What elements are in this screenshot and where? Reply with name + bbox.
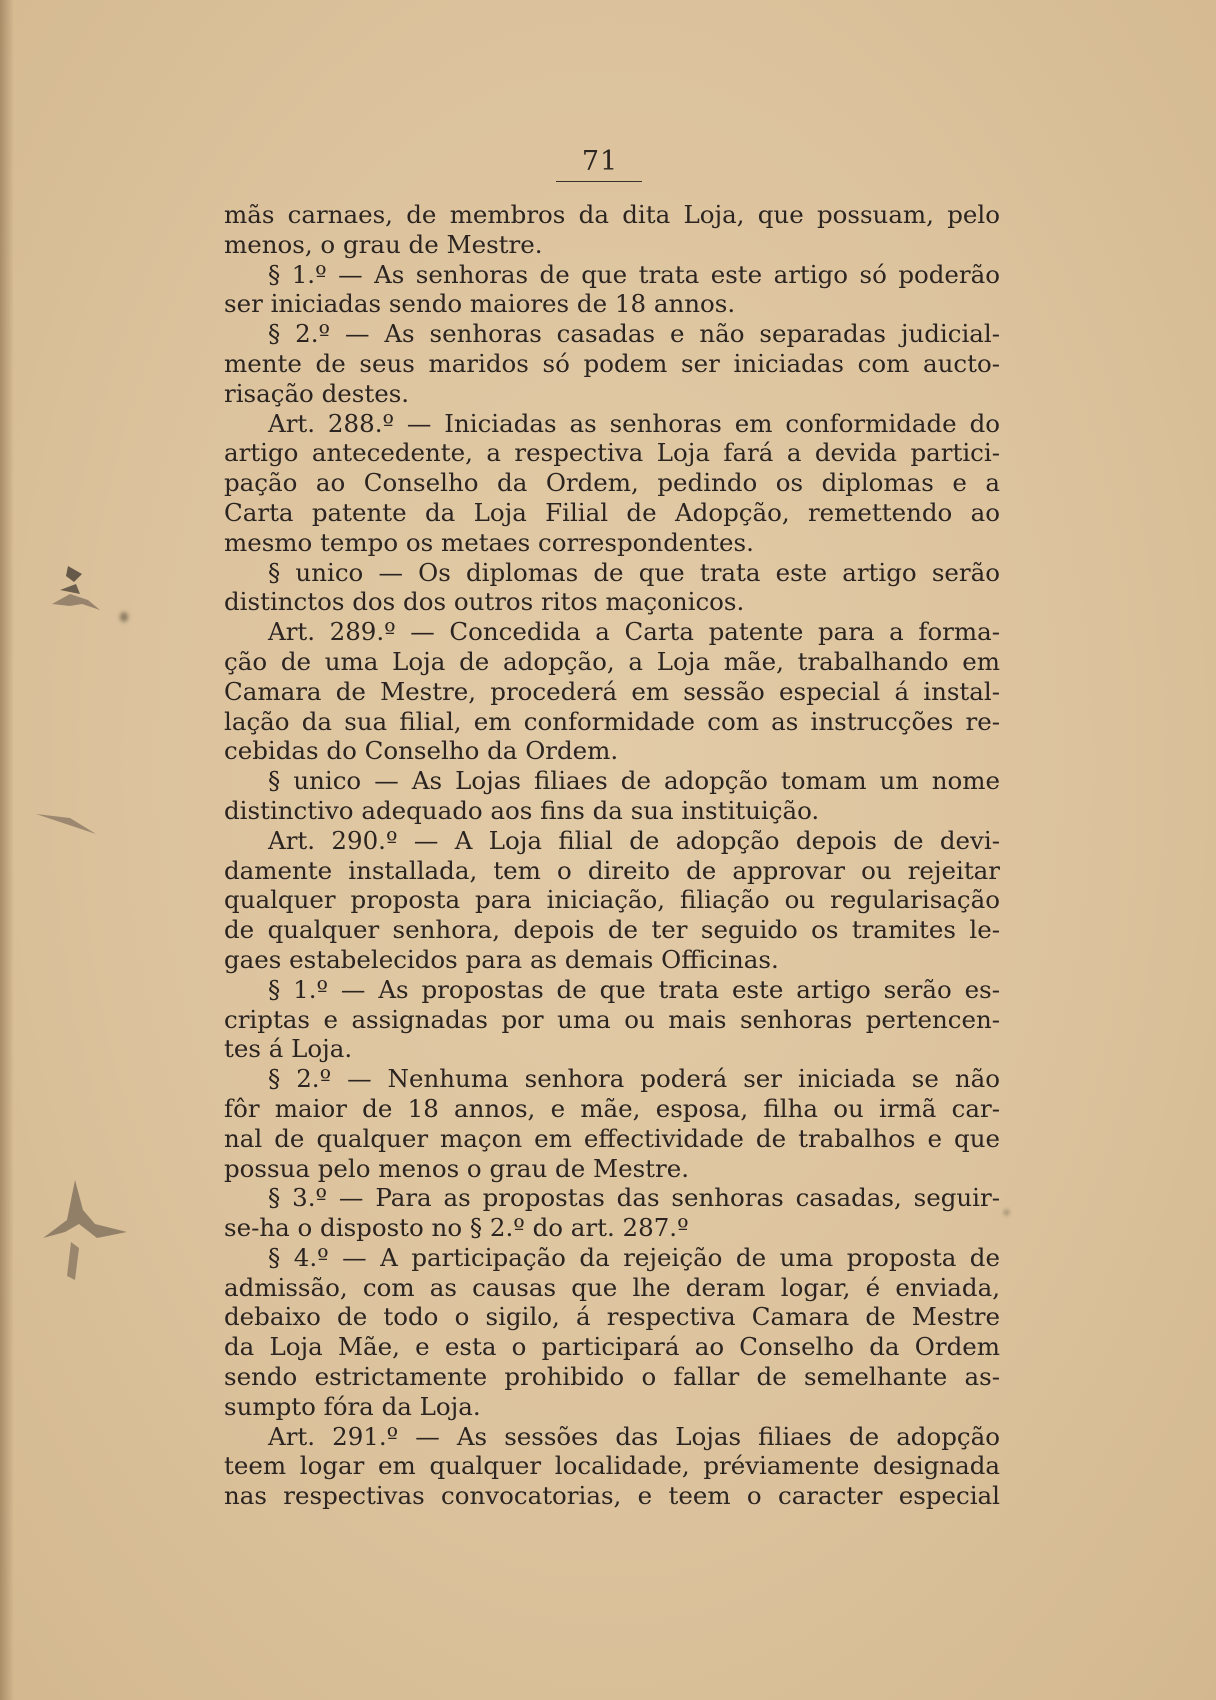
ink-spot <box>1004 1210 1009 1215</box>
text-line: ção de uma Loja de adopção, a Loja mãe, trabalhando em <box>224 646 1000 676</box>
text-line: tes á Loja. <box>224 1034 353 1064</box>
page-number: 71 <box>581 146 619 177</box>
margin-stain-mark <box>30 800 100 860</box>
text-line: Art. 289.º — Concedida a Carta patente para a forma- <box>268 617 1000 647</box>
text-line: distinctivo adequado aos fins da sua instituição. <box>224 795 820 825</box>
text-line: teem logar em qualquer localidade, préviamente designada <box>224 1451 1000 1481</box>
text-line: sumpto fóra da Loja. <box>224 1391 481 1421</box>
text-line: nas respectivas convocatorias, e teem o caracter especial <box>224 1481 1000 1511</box>
text-line: § 4.º — A participação da rejeição de uma proposta de <box>268 1242 1000 1272</box>
text-line: Carta patente da Loja Filial de Adopção, remettendo ao <box>224 497 1000 527</box>
text-line: mãs carnaes, de membros da dita Loja, que possuam, pelo <box>224 200 1000 229</box>
text-line: menos, o grau de Mestre. <box>224 229 543 259</box>
text-line: Art. 291.º — As sessões das Lojas filiaes de adopção <box>268 1421 1000 1451</box>
text-line: Art. 288.º — Iniciadas as senhoras em conformidade do <box>268 408 1000 438</box>
text-line: § 2.º — Nenhuma senhora poderá ser iniciada se não <box>268 1064 1000 1094</box>
text-line: cebidas do Conselho da Ordem. <box>224 736 619 766</box>
text-line: § 2.º — As senhoras casadas e não separadas judicial- <box>268 319 1000 349</box>
text-line: Camara de Mestre, procederá em sessão especial á instal- <box>224 676 1000 706</box>
text-line: criptas e assignadas por uma ou mais senhoras pertencen- <box>224 1004 1000 1034</box>
text-line: § 1.º — As senhoras de que trata este artigo só poderão <box>268 259 1000 289</box>
margin-stain-mark <box>30 560 100 620</box>
margin-stain-mark <box>35 1180 135 1290</box>
text-line: § 1.º — As propostas de que trata este artigo serão es- <box>268 974 1000 1004</box>
text-line: § 3.º — Para as propostas das senhoras casadas, seguir- <box>268 1183 1000 1213</box>
text-line: § unico — As Lojas filiaes de adopção tomam um nome <box>268 766 1000 796</box>
text-line: § unico — Os diplomas de que trata este artigo serão <box>268 557 1000 587</box>
text-line: mesmo tempo os metaes correspondentes. <box>224 527 754 557</box>
text-line: risação destes. <box>224 378 410 408</box>
text-line: de qualquer senhora, depois de ter seguido os tramites le- <box>224 915 1000 945</box>
text-line: nal de qualquer maçon em effectividade de trabalhos e que <box>224 1123 1000 1153</box>
text-line: qualquer proposta para iniciação, filiação ou regularisação <box>224 885 1000 915</box>
text-line: debaixo de todo o sigilo, á respectiva Camara de Mestre <box>224 1302 1000 1332</box>
text-line: Art. 290.º — A Loja filial de adopção depois de devi- <box>268 825 1000 855</box>
text-line: mente de seus maridos só podem ser iniciadas com aucto- <box>224 348 1000 378</box>
text-line: fôr maior de 18 annos, e mãe, esposa, filha ou irmã car- <box>224 1093 1000 1123</box>
text-line: ser iniciadas sendo maiores de 18 annos. <box>224 289 736 319</box>
ink-spot <box>120 612 128 622</box>
header-rule <box>556 181 642 182</box>
text-line: admissão, com as causas que lhe deram logar, é enviada, <box>224 1272 1000 1302</box>
text-line: pação ao Conselho da Ordem, pedindo os diplomas e a <box>224 468 1000 498</box>
text-line: sendo estrictamente prohibido o fallar de semelhante as- <box>224 1362 1000 1392</box>
text-line: se-ha o disposto no § 2.º do art. 287.º <box>224 1213 689 1243</box>
text-line: damente installada, tem o direito de approvar ou rejeitar <box>224 855 1000 885</box>
text-line: distinctos dos dos outros ritos maçonicos. <box>224 587 745 617</box>
text-line: possua pelo menos o grau de Mestre. <box>224 1153 690 1183</box>
text-line: gaes estabelecidos para as demais Officinas. <box>224 944 779 974</box>
text-line: artigo antecedente, a respectiva Loja fará a devida partici- <box>224 438 1000 468</box>
text-line: da Loja Mãe, e esta o participará ao Conselho da Ordem <box>224 1332 1000 1362</box>
text-line: lação da sua filial, em conformidade com as instrucções re- <box>224 706 1000 736</box>
body-text <box>224 200 1000 1511</box>
